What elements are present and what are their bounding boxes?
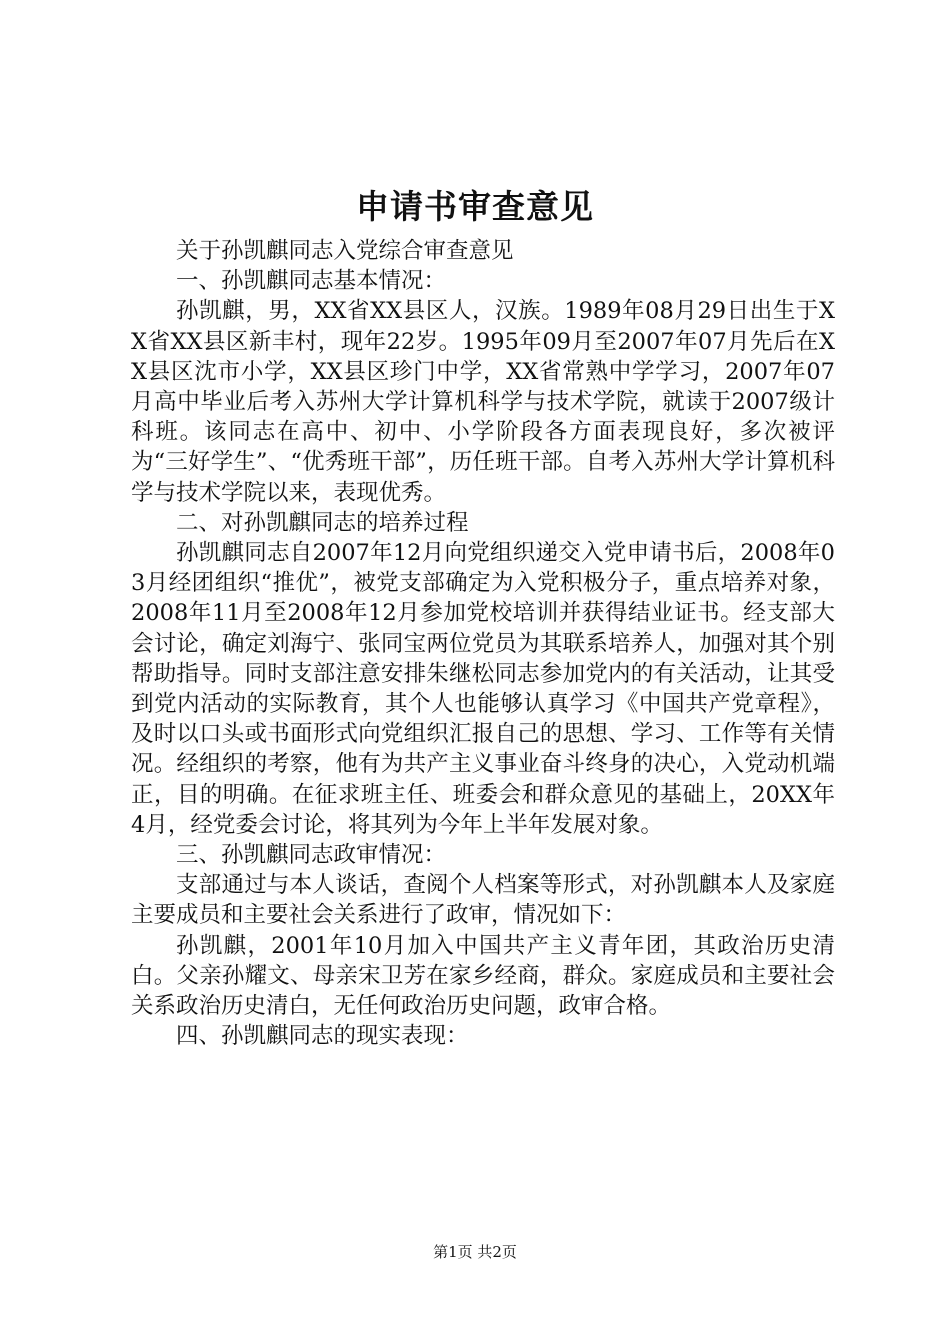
section-heading-political-review: 三、孙凯麒同志政审情况：	[176, 842, 447, 869]
page-footer: 第1页 共2页	[433, 1243, 517, 1261]
document-body	[131, 236, 835, 1051]
intro-line: 关于孙凯麒同志入党综合审查意见	[176, 238, 514, 264]
basic-info-paragraph: 孙凯麒，男，XX省XX县区人，汉族。1989年08月29日出生于XX省XX县区新丰村，现年22岁。1995年09月至2007年07月先后在XX县区沈市小学，XX县区珍门中学，XX省常熟中学学习，2007年07月高中毕业后考入苏州大学计算机科学与技术学院，就读于2007级计科班。该同志在高中、初中、小学阶段各方面表现良好，多次被评为“三好学生”、“优秀班干部”，历任班干部。自考入苏州大学计算机科学与技术学院以来，表现优秀。	[131, 298, 835, 506]
section-heading-basic-info: 一、孙凯麒同志基本情况：	[176, 268, 447, 295]
section-heading-training: 二、对孙凯麒同志的培养过程	[176, 509, 469, 536]
document-title: 申请书审查意见	[356, 187, 594, 226]
political-review-result-paragraph: 孙凯麒，2001年10月加入中国共产主义青年团，其政治历史清白。父亲孙耀文、母亲宋卫芳在家乡经商，群众。家庭成员和主要社会关系政治历史清白，无任何政治历史问题，政审合格。	[131, 932, 835, 1020]
section-heading-performance: 四、孙凯麒同志的现实表现：	[176, 1023, 469, 1050]
training-paragraph: 孙凯麒同志自2007年12月向党组织递交入党申请书后，2008年03月经团组织“推优”，被党支部确定为入党积极分子，重点培养对象，2008年11月至2008年12月参加党校培训并获得结业证书。经支部大会讨论，确定刘海宁、张同宝两位党员为其联系培养人，加强对其个别帮助指导。同时支部注意安排朱继松同志参加党内的有关活动，让其受到党内活动的实际教育，其个人也能够认真学习《中国共产党章程》，及时以口头或书面形式向党组织汇报自己的思想、学习、工作等有关情况。经组织的考察，他有为共产主义事业奋斗终身的决心，入党动机端正，目的明确。在征求班主任、班委会和群众意见的基础上，20XX年4月，经党委会讨论，将其列为今年上半年发展对象。	[131, 540, 835, 838]
political-review-paragraph: 支部通过与本人谈话，查阅个人档案等形式，对孙凯麒本人及家庭主要成员和主要社会关系进行了政审，情况如下：	[131, 872, 835, 929]
